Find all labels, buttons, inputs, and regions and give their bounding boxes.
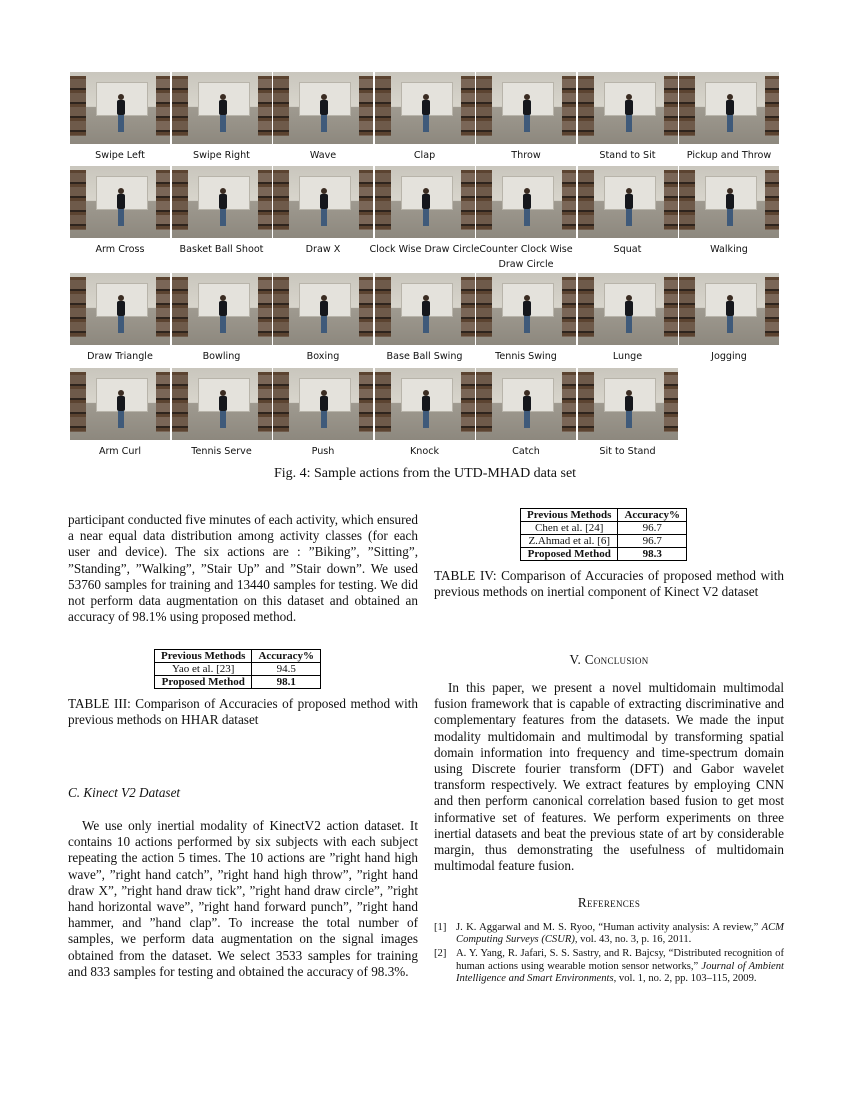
- action-photo: [578, 273, 678, 345]
- action-photo: [578, 166, 678, 238]
- table3-header-methods: Previous Methods: [155, 650, 252, 663]
- figure-panel: [172, 368, 272, 456]
- table4-cell: 96.7: [618, 535, 687, 548]
- paragraph-hhar: participant conducted five minutes of each activity, which ensured a near equal data distribution among activity classes (for each user and device). The six actions are : ”Biking”, ”Sitting”, ”Standing”, ”Walking”, ”Stair Up” and ”Stair down”. We used 53760 samples for training and 13440 samples for testing. We did not perform data augmentation on this dataset and obtained an accuracy of 98.1% using proposed method.: [68, 512, 418, 625]
- references-list: [434, 922, 784, 987]
- action-photo: [172, 273, 272, 345]
- figure-panel: [172, 72, 272, 160]
- figure-panel: [679, 273, 779, 361]
- table4-caption: TABLE IV: Comparison of Accuracies of proposed method with previous methods on inertial component of Kinect V2 dataset: [434, 568, 784, 600]
- figure-panel: [70, 166, 170, 254]
- figure-caption: Fig. 4: Sample actions from the UTD-MHAD data set: [273, 466, 577, 481]
- table4-cell: Proposed Method: [521, 548, 618, 561]
- action-photo: [476, 368, 576, 440]
- left-column: [68, 512, 418, 625]
- action-label: Jogging: [711, 351, 747, 362]
- table4-cell: Z.Ahmad et al. [6]: [521, 535, 618, 548]
- figure-panel: [578, 72, 678, 160]
- figure-panel: [679, 166, 779, 254]
- figure-panel: [172, 166, 272, 254]
- action-label: Wave: [309, 150, 337, 161]
- figure-panel: [375, 72, 475, 160]
- table3-cell: 98.1: [252, 676, 321, 689]
- action-label: Boxing: [306, 351, 340, 362]
- action-label: Catch: [512, 446, 540, 457]
- action-photo: [375, 72, 475, 144]
- table-4: [520, 508, 687, 561]
- action-photo: [375, 368, 475, 440]
- action-label: Clap: [413, 150, 436, 161]
- action-label: Squat: [613, 244, 642, 255]
- reference-item: [434, 948, 784, 985]
- action-label: Tennis Swing: [495, 351, 557, 362]
- action-label: Base Ball Swing: [386, 351, 463, 362]
- figure-panel: [476, 273, 576, 361]
- table4-cell: Chen et al. [24]: [521, 522, 618, 535]
- action-photo: [679, 72, 779, 144]
- action-label: Arm Curl: [98, 446, 142, 457]
- action-label: Swipe Right: [193, 150, 250, 161]
- reference-number: [1]: [434, 922, 447, 933]
- action-label: Tennis Serve: [191, 446, 252, 457]
- figure-panel: [70, 368, 170, 456]
- reference-text: J. K. Aggarwal and M. S. Ryoo, “Human activity analysis: A review,” ACM Computing Surveys (CSUR), vol. 43, no. 3, p. 16, 2011.: [456, 922, 785, 946]
- section-heading-references: References: [577, 895, 641, 910]
- table-3: [154, 649, 321, 689]
- action-photo: [578, 368, 678, 440]
- figure-panel: [679, 72, 779, 160]
- action-photo: [375, 273, 475, 345]
- action-label: Basket Ball Shoot: [179, 244, 264, 255]
- figure-panel: [70, 273, 170, 361]
- table4-header-accuracy: Accuracy%: [618, 509, 687, 522]
- figure-panel: [375, 368, 475, 456]
- action-photo: [70, 368, 170, 440]
- action-label: Swipe Left: [95, 150, 145, 161]
- action-photo: [273, 273, 373, 345]
- table3-header-accuracy: Accuracy%: [252, 650, 321, 663]
- action-photo: [679, 166, 779, 238]
- figure-panel: [476, 166, 576, 270]
- action-label: Clock Wise Draw Circle: [369, 244, 480, 255]
- action-label: Push: [311, 446, 335, 457]
- figure-panel: [476, 72, 576, 160]
- section-heading-conclusion: V. Conclusion: [569, 652, 649, 667]
- action-label: Lunge: [612, 351, 643, 362]
- action-photo: [375, 166, 475, 238]
- figure-panel: [273, 72, 373, 160]
- action-label: Counter Clock Wise Draw Circle: [479, 244, 573, 270]
- action-label: Bowling: [202, 351, 241, 362]
- figure-panel: [273, 368, 373, 456]
- action-label: Arm Cross: [95, 244, 145, 255]
- reference-text: A. Y. Yang, R. Jafari, S. S. Sastry, and R. Bajcsy, “Distributed recognition of human actions using wearable motion sensor networks,” Journal of Ambient Intelligence and Smart Environments, vol. 1, no. 2, pp. 103–115, 2009.: [456, 948, 784, 984]
- action-photo: [70, 166, 170, 238]
- figure-panel: [273, 166, 373, 254]
- reference-venue: Journal of Ambient Intelligence and Smart Environments: [456, 960, 784, 984]
- action-photo: [70, 72, 170, 144]
- figure-panel: [578, 273, 678, 361]
- figure-panel: [172, 273, 272, 361]
- action-photo: [578, 72, 678, 144]
- action-photo: [273, 368, 373, 440]
- table4-header-methods: Previous Methods: [521, 509, 618, 522]
- action-label: Draw Triangle: [87, 351, 153, 362]
- action-photo: [273, 166, 373, 238]
- action-photo: [273, 72, 373, 144]
- reference-number: [2]: [434, 948, 447, 960]
- figure-panel: [476, 368, 576, 456]
- action-photo: [172, 72, 272, 144]
- subsection-heading: C. Kinect V2 Dataset: [68, 785, 181, 800]
- action-photo: [70, 273, 170, 345]
- table3-caption: TABLE III: Comparison of Accuracies of proposed method with previous methods on HHAR dataset: [68, 696, 418, 728]
- table3-cell: Proposed Method: [155, 676, 252, 689]
- action-photo: [476, 72, 576, 144]
- figure-panel: [578, 368, 678, 456]
- figure-panel: [375, 273, 475, 361]
- table4-cell: 96.7: [618, 522, 687, 535]
- figure-panel: [578, 166, 678, 254]
- action-label: Sit to Stand: [599, 446, 656, 457]
- table3-cell: 94.5: [252, 663, 321, 676]
- table4-cell: 98.3: [618, 548, 687, 561]
- paragraph-conclusion: In this paper, we present a novel multidomain multimodal fusion framework that is capable of extracting discriminative and complementary features from the datasets. We made the input modality multidomain and multimodal by transforming spatial domain information into frequency and time-spectrum domain using Discrete fourier transform (DFT) and Gabor wavelet transform respectively. We extract features by employing CNN and then perform canonical correlation based fusion to get most informative set of features. We perform experiments on three inertial datasets and beat the previous state of art by considerable margin, thus demonstrating the usefulness of multidomain multimodal feature fusion.: [434, 680, 784, 874]
- figure-panel: [273, 273, 373, 361]
- table3-cell: Yao et al. [23]: [155, 663, 252, 676]
- reference-item: [434, 922, 784, 946]
- action-photo: [476, 166, 576, 238]
- action-photo: [476, 273, 576, 345]
- action-photo: [679, 273, 779, 345]
- reference-venue: ACM Computing Surveys (CSUR): [456, 922, 785, 946]
- action-label: Walking: [710, 244, 748, 255]
- figure-panel: [369, 166, 480, 255]
- action-label: Knock: [409, 446, 440, 457]
- action-label: Throw: [511, 150, 541, 161]
- action-photo: [172, 368, 272, 440]
- action-label: Draw X: [305, 244, 341, 255]
- paragraph-kinect: We use only inertial modality of KinectV2 action dataset. It contains 10 actions performed by six subjects with each subject repeating the action 5 times. The 10 actions are ”right hand high wave”, ”right hand catch”, ”right hand high throw”, ”right hand draw X”, ”right hand draw tick”, ”right hand draw circle”, ”right hand horizontal wave”, ”right hand forward punch”, ”right hand hammer, and ”hand clap”. To increase the total number of samples, we perform data augmentation on the signal images obtained from the dataset. We select 3533 samples for training and 833 samples for testing and obtained the accuracy of 98.3%.: [68, 818, 418, 979]
- figure-panel: [70, 72, 170, 160]
- action-label: Stand to Sit: [599, 150, 656, 161]
- action-photo: [172, 166, 272, 238]
- action-label: Pickup and Throw: [686, 150, 772, 161]
